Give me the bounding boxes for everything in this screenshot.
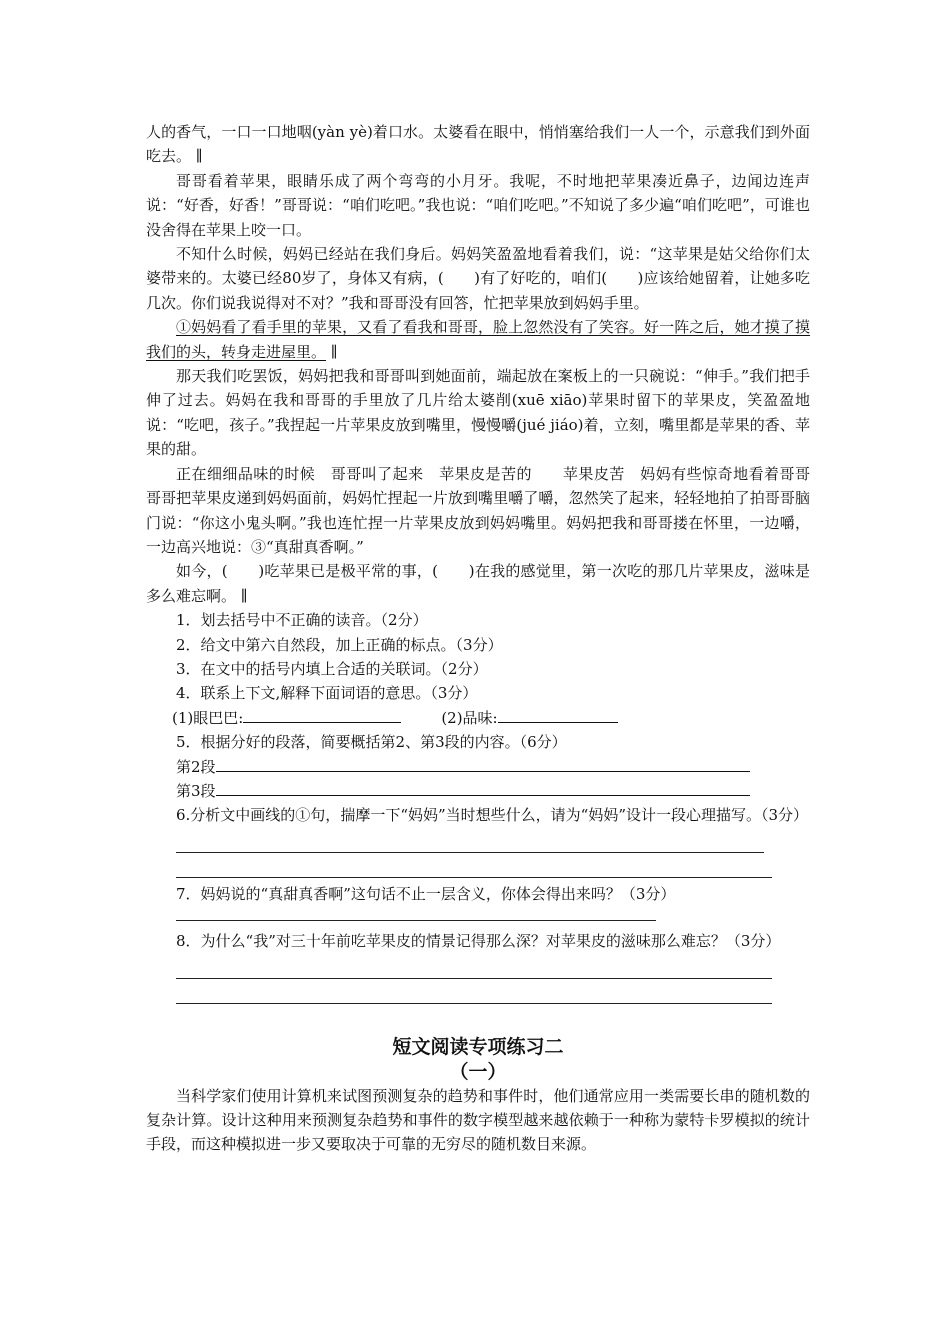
- question-1: 1．划去括号中不正确的读音。（2分）: [176, 611, 428, 630]
- section-intro-paragraph: 当科学家们使用计算机来试图预测复杂的趋势和事件时，他们通常应用一类需要长串的随机数的复杂计算。设计这种用来预测复杂趋势和事件的数字模型越来越依赖于一种称为蒙特卡罗模拟的统计手段，而这种模拟进一步又要取决于可靠的无穷尽的随机数目来源。: [146, 1086, 810, 1154]
- q6-answer-line-1[interactable]: [176, 828, 764, 853]
- paragraph-end-mark: ∥: [326, 342, 338, 361]
- q7-answer-line-1[interactable]: [176, 906, 656, 921]
- question-7: 7．妈妈说的“真甜真香啊”这句话不止一层含义，你体会得出来吗？（3分）: [176, 884, 676, 903]
- question-2: 2．给文中第六自然段，加上正确的标点。（3分）: [176, 635, 503, 654]
- q7-answer-area: [176, 906, 656, 921]
- passage-paragraph-7: 如今，( )吃苹果已是极平常的事，( )在我的感觉里，第一次吃的那几片苹果皮，滋味是多么难忘啊。 ∥: [146, 562, 810, 605]
- q5-paragraph-3-row: [146, 779, 810, 803]
- q6-answer-area: [176, 828, 764, 878]
- passage-paragraph-5: 那天我们吃罢饭，妈妈把我和哥哥叫到她面前，端起放在案板上的一只碗说：“伸手。”我们把手伸了过去。妈妈在我和哥哥的手里放了几片给太婆削(xuē xiāo)苹果时留下的苹果皮，笑盈盈地说：“吃吧，孩子。”我捏起一片苹果皮放到嘴里，慢慢嚼(jué jiáo)着，立刻，嘴里都是苹果的香、苹果的甜。: [146, 367, 810, 459]
- question-8: 8．为什么“我”对三十年前吃苹果皮的情景记得那么深？对苹果皮的滋味那么难忘？（3分）: [176, 932, 781, 951]
- q5-answer-blank-3[interactable]: [216, 781, 750, 796]
- document-page: [146, 120, 826, 1157]
- passage-paragraph-1: 人的香气，一口一口地咽(yàn yè)着口水。太婆看在眼中，悄悄塞给我们一人一个，示意我们到外面吃去。 ∥: [146, 123, 810, 166]
- q8-answer-line-2[interactable]: [176, 979, 772, 1004]
- passage-paragraph-3: 不知什么时候，妈妈已经站在我们身后。妈妈笑盈盈地看着我们，说：“这苹果是姑父给你们太婆带来的。太婆已经80岁了，身体又有病，( )有了好吃的，咱们( )应该给她留着，让她多吃几次。你们说我说得对不对？”我和哥哥没有回答，忙把苹果放到妈妈手里。: [146, 245, 810, 312]
- q5-paragraph-2-row: [146, 755, 810, 779]
- q5-label-2: 第2段: [176, 757, 216, 776]
- q5-label-3: 第3段: [176, 781, 216, 800]
- q8-answer-area: [176, 954, 772, 1004]
- passage-paragraph-2: 哥哥看着苹果，眼睛乐成了两个弯弯的小月牙。我呢，不时地把苹果凑近鼻子，边闻边连声说：“好香，好香！”哥哥说：“咱们吃吧。”我也说：“咱们吃吧。”不知说了多少遍“咱们吃吧”，可谁也没舍得在苹果上咬一口。: [146, 171, 810, 239]
- q5-answer-blank-2[interactable]: [216, 757, 750, 772]
- underlined-sentence-1: ①妈妈看了看手里的苹果，又看了看我和哥哥，脸上忽然没有了笑容。好一阵之后，她才摸了摸我们的头，转身走进屋里。: [146, 318, 810, 361]
- q4-term-2: (2)品味:: [441, 708, 498, 727]
- section-title: 短文阅读专项练习二: [392, 1035, 564, 1058]
- question-3: 3．在文中的括号内填上合适的关联词。（2分）: [176, 659, 488, 678]
- question-5: 5．根据分好的段落，简要概括第2、第3段的内容。（6分）: [176, 733, 567, 752]
- q8-answer-line-1[interactable]: [176, 954, 772, 979]
- q4-answer-blank-1[interactable]: [243, 708, 401, 723]
- q6-answer-line-2[interactable]: [176, 853, 772, 878]
- q4-term-1: (1)眼巴巴:: [172, 708, 244, 727]
- passage-paragraph-4: [146, 315, 810, 364]
- question-4: 4．联系上下文,解释下面词语的意思。（3分）: [176, 684, 478, 703]
- question-6: 6.分析文中画线的①句，揣摩一下“妈妈”当时想些什么，请为“妈妈”设计一段心理描写。（3分）: [176, 806, 809, 825]
- question-4-blanks: [146, 706, 810, 730]
- q4-answer-blank-2[interactable]: [498, 708, 618, 723]
- section-subtitle: （一）: [449, 1060, 507, 1083]
- passage-paragraph-6: 正在细细品味的时候 哥哥叫了起来 苹果皮是苦的 苹果皮苦 妈妈有些惊奇地看着哥哥 哥哥把苹果皮递到妈妈面前，妈妈忙捏起一片放到嘴里嚼了嚼，忽然笑了起来，轻轻地拍了拍哥哥脑门说：“你这小鬼头啊。”我也连忙捏一片苹果皮放到妈妈嘴里。妈妈把我和哥哥搂在怀里，一边嚼，一边高兴地说：③“真甜真香啊。”: [146, 464, 826, 556]
